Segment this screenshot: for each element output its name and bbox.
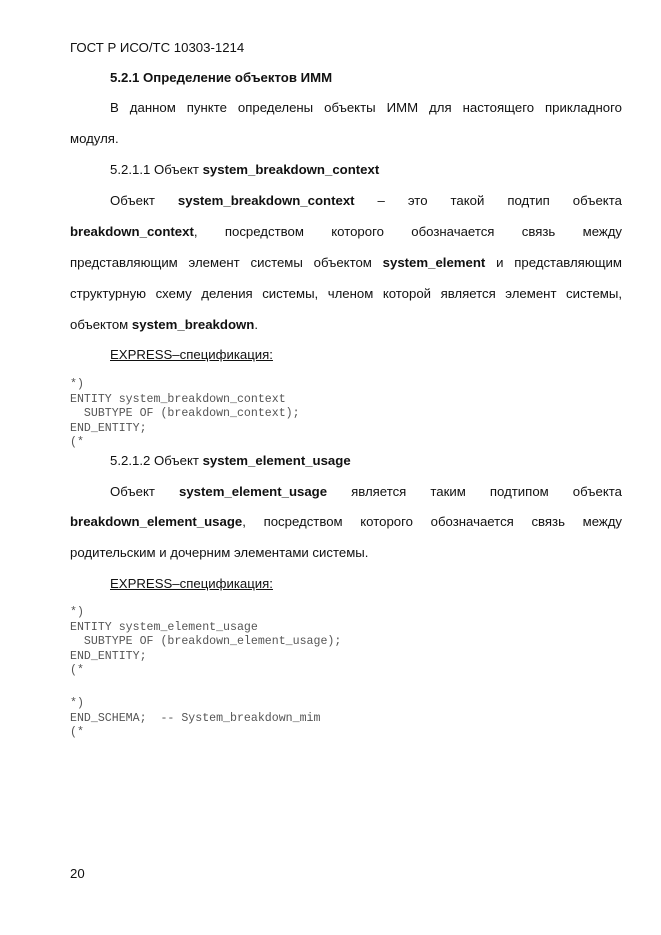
paragraph-1-line-3 — [70, 255, 622, 271]
page-number: 20 — [70, 866, 85, 881]
text: и представляющим — [485, 255, 622, 270]
text: объектом — [70, 317, 132, 332]
entity-name: system_element_usage — [178, 484, 328, 499]
express-code-block-1: *) ENTITY system_breakdown_context SUBTYPE OF (breakdown_context); END_ENTITY; (* — [70, 378, 300, 450]
entity-name: breakdown_context — [70, 224, 194, 239]
word: подтип — [507, 193, 550, 208]
heading-prefix: 5.2.1.1 Объект — [110, 162, 203, 177]
paragraph-1-line-5 — [70, 317, 622, 333]
end-schema-code-block: *) END_SCHEMA; -- System_breakdown_mim (* — [70, 697, 321, 740]
entity-name: system_element — [382, 255, 486, 270]
text: представляющим элемент системы объектом — [70, 255, 383, 270]
heading-prefix: 5.2.1.2 Объект — [110, 453, 203, 468]
paragraph-2-line-2 — [70, 514, 622, 530]
word: такой — [450, 193, 485, 208]
intro-paragraph-line-1: В данном пункте определены объекты ИММ для настоящего прикладного — [110, 100, 622, 115]
paragraph-1-line-4: структурную схему деления системы, членом которой является элемент системы, — [70, 286, 622, 301]
word: Объект — [110, 193, 155, 208]
entity-name: breakdown_element_usage — [70, 514, 243, 529]
paragraph-2-line-3: родительским и дочерним элементами системы. — [70, 545, 369, 560]
word: объекта — [572, 484, 622, 499]
word: является — [351, 484, 407, 499]
section-heading-5-2-1: 5.2.1 Определение объектов ИММ — [110, 70, 333, 85]
entity-name: system_breakdown_context — [202, 162, 380, 177]
document-header: ГОСТ Р ИСО/ТС 10303-1214 — [70, 40, 245, 55]
paragraph-1-line-1 — [110, 193, 622, 209]
section-heading-5-2-1-2 — [110, 453, 622, 469]
word: Объект — [110, 484, 155, 499]
text: , посредством которого обозначается связь между — [242, 514, 622, 529]
paragraph-2-line-1 — [110, 484, 622, 500]
paragraph-1-line-2 — [70, 224, 622, 240]
text: . — [254, 317, 258, 332]
word: – — [377, 193, 385, 208]
entity-name: system_breakdown_context — [177, 193, 355, 208]
section-heading-5-2-1-1 — [110, 162, 622, 178]
express-spec-label: EXPRESS–спецификация: — [110, 576, 273, 591]
express-code-block-2: *) ENTITY system_element_usage SUBTYPE OF (breakdown_element_usage); END_ENTITY; (* — [70, 606, 342, 678]
word: таким — [430, 484, 466, 499]
entity-name: system_breakdown — [131, 317, 255, 332]
express-spec-label: EXPRESS–спецификация: — [110, 347, 273, 362]
text: , посредством которого обозначается связь между — [193, 224, 622, 239]
entity-name: system_element_usage — [202, 453, 351, 468]
word: объекта — [572, 193, 622, 208]
word: это — [407, 193, 428, 208]
express-label-row — [110, 576, 622, 592]
intro-paragraph-line-2: модуля. — [70, 131, 119, 146]
word: подтипом — [489, 484, 549, 499]
express-label-row — [110, 347, 622, 363]
